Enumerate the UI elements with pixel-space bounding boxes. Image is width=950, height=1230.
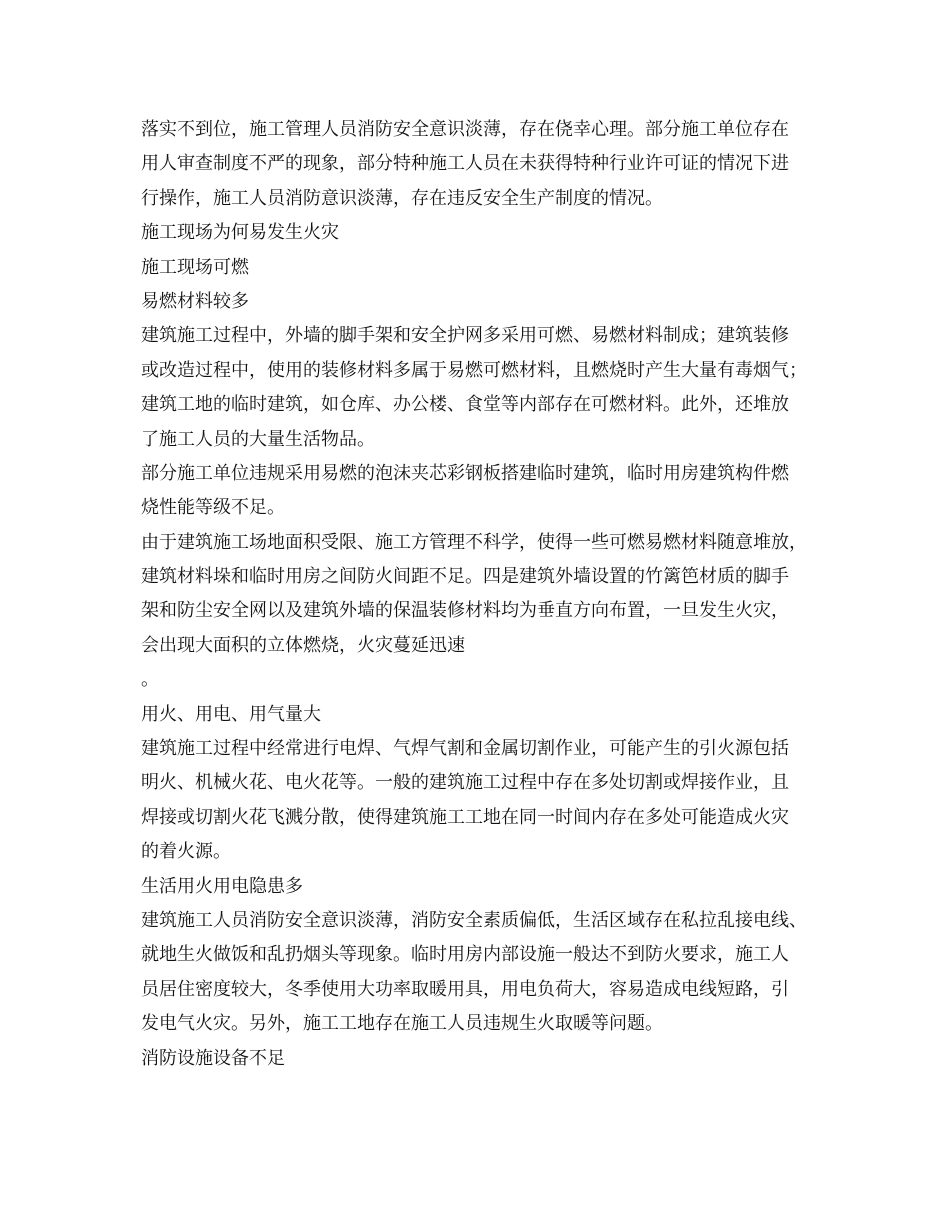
text-line: 明火、机械火花、电火花等。一般的建筑施工过程中存在多处切割或焊接作业，且 bbox=[141, 772, 789, 794]
section-heading: 用火、用电、用气量大 bbox=[141, 703, 321, 725]
text-line: 会出现大面积的立体燃烧，火灾蔓延迅速 bbox=[141, 634, 465, 656]
text-line: 就地生火做饭和乱扔烟头等现象。临时用房内部设施一般达不到防火要求，施工人 bbox=[141, 944, 789, 966]
text-line: 员居住密度较大，冬季使用大功率取暖用具，用电负荷大，容易造成电线短路，引 bbox=[141, 978, 789, 1000]
document-body bbox=[141, 113, 841, 1076]
text-line: 部分施工单位违规采用易燃的泡沫夹芯彩钢板搭建临时建筑，临时用房建筑构件燃 bbox=[141, 462, 789, 484]
text-line: 烧性能等级不足。 bbox=[141, 497, 285, 519]
text-line: 或改造过程中，使用的装修材料多属于易燃可燃材料，且燃烧时产生大量有毒烟气； bbox=[141, 359, 807, 381]
section-heading: 施工现场可燃 bbox=[141, 256, 249, 278]
text-line: 焊接或切割火花飞溅分散，使得建筑施工工地在同一时间内存在多处可能造成火灾 bbox=[141, 806, 789, 828]
text-line: 。 bbox=[141, 669, 159, 691]
text-line: 的着火源。 bbox=[141, 841, 231, 863]
section-heading: 消防设施设备不足 bbox=[141, 1047, 285, 1069]
text-line: 建筑施工人员消防安全意识淡薄，消防安全素质偏低，生活区域存在私拉乱接电线、 bbox=[141, 909, 807, 931]
text-line: 由于建筑施工场地面积受限、施工方管理不科学，使得一些可燃易燃材料随意堆放， bbox=[141, 531, 807, 553]
section-heading: 易燃材料较多 bbox=[141, 290, 249, 312]
text-line: 落实不到位，施工管理人员消防安全意识淡薄，存在侥幸心理。部分施工单位存在 bbox=[141, 119, 789, 140]
text-line: 建筑材料垛和临时用房之间防火间距不足。四是建筑外墙设置的竹篱笆材质的脚手 bbox=[141, 566, 789, 588]
text-line: 行操作，施工人员消防意识淡薄，存在违反安全生产制度的情况。 bbox=[141, 187, 663, 209]
text-line: 建筑施工过程中，外墙的脚手架和安全护网多采用可燃、易燃材料制成；建筑装修 bbox=[141, 325, 789, 347]
text-line: 架和防尘安全网以及建筑外墙的保温装修材料均为垂直方向布置，一旦发生火灾， bbox=[141, 600, 789, 622]
section-heading: 施工现场为何易发生火灾 bbox=[141, 222, 339, 244]
section-heading: 生活用火用电隐患多 bbox=[141, 875, 303, 897]
text-line: 建筑工地的临时建筑，如仓库、办公楼、食堂等内部存在可燃材料。此外，还堆放 bbox=[141, 394, 789, 416]
text-line: 发电气火灾。另外，施工工地存在施工人员违规生火取暖等问题。 bbox=[141, 1013, 663, 1035]
text-line: 用人审查制度不严的现象，部分特种施工人员在未获得特种行业许可证的情况下进 bbox=[141, 153, 789, 175]
text-line: 建筑施工过程中经常进行电焊、气焊气割和金属切割作业，可能产生的引火源包括 bbox=[141, 738, 789, 760]
text-line: 了施工人员的大量生活物品。 bbox=[141, 428, 375, 450]
